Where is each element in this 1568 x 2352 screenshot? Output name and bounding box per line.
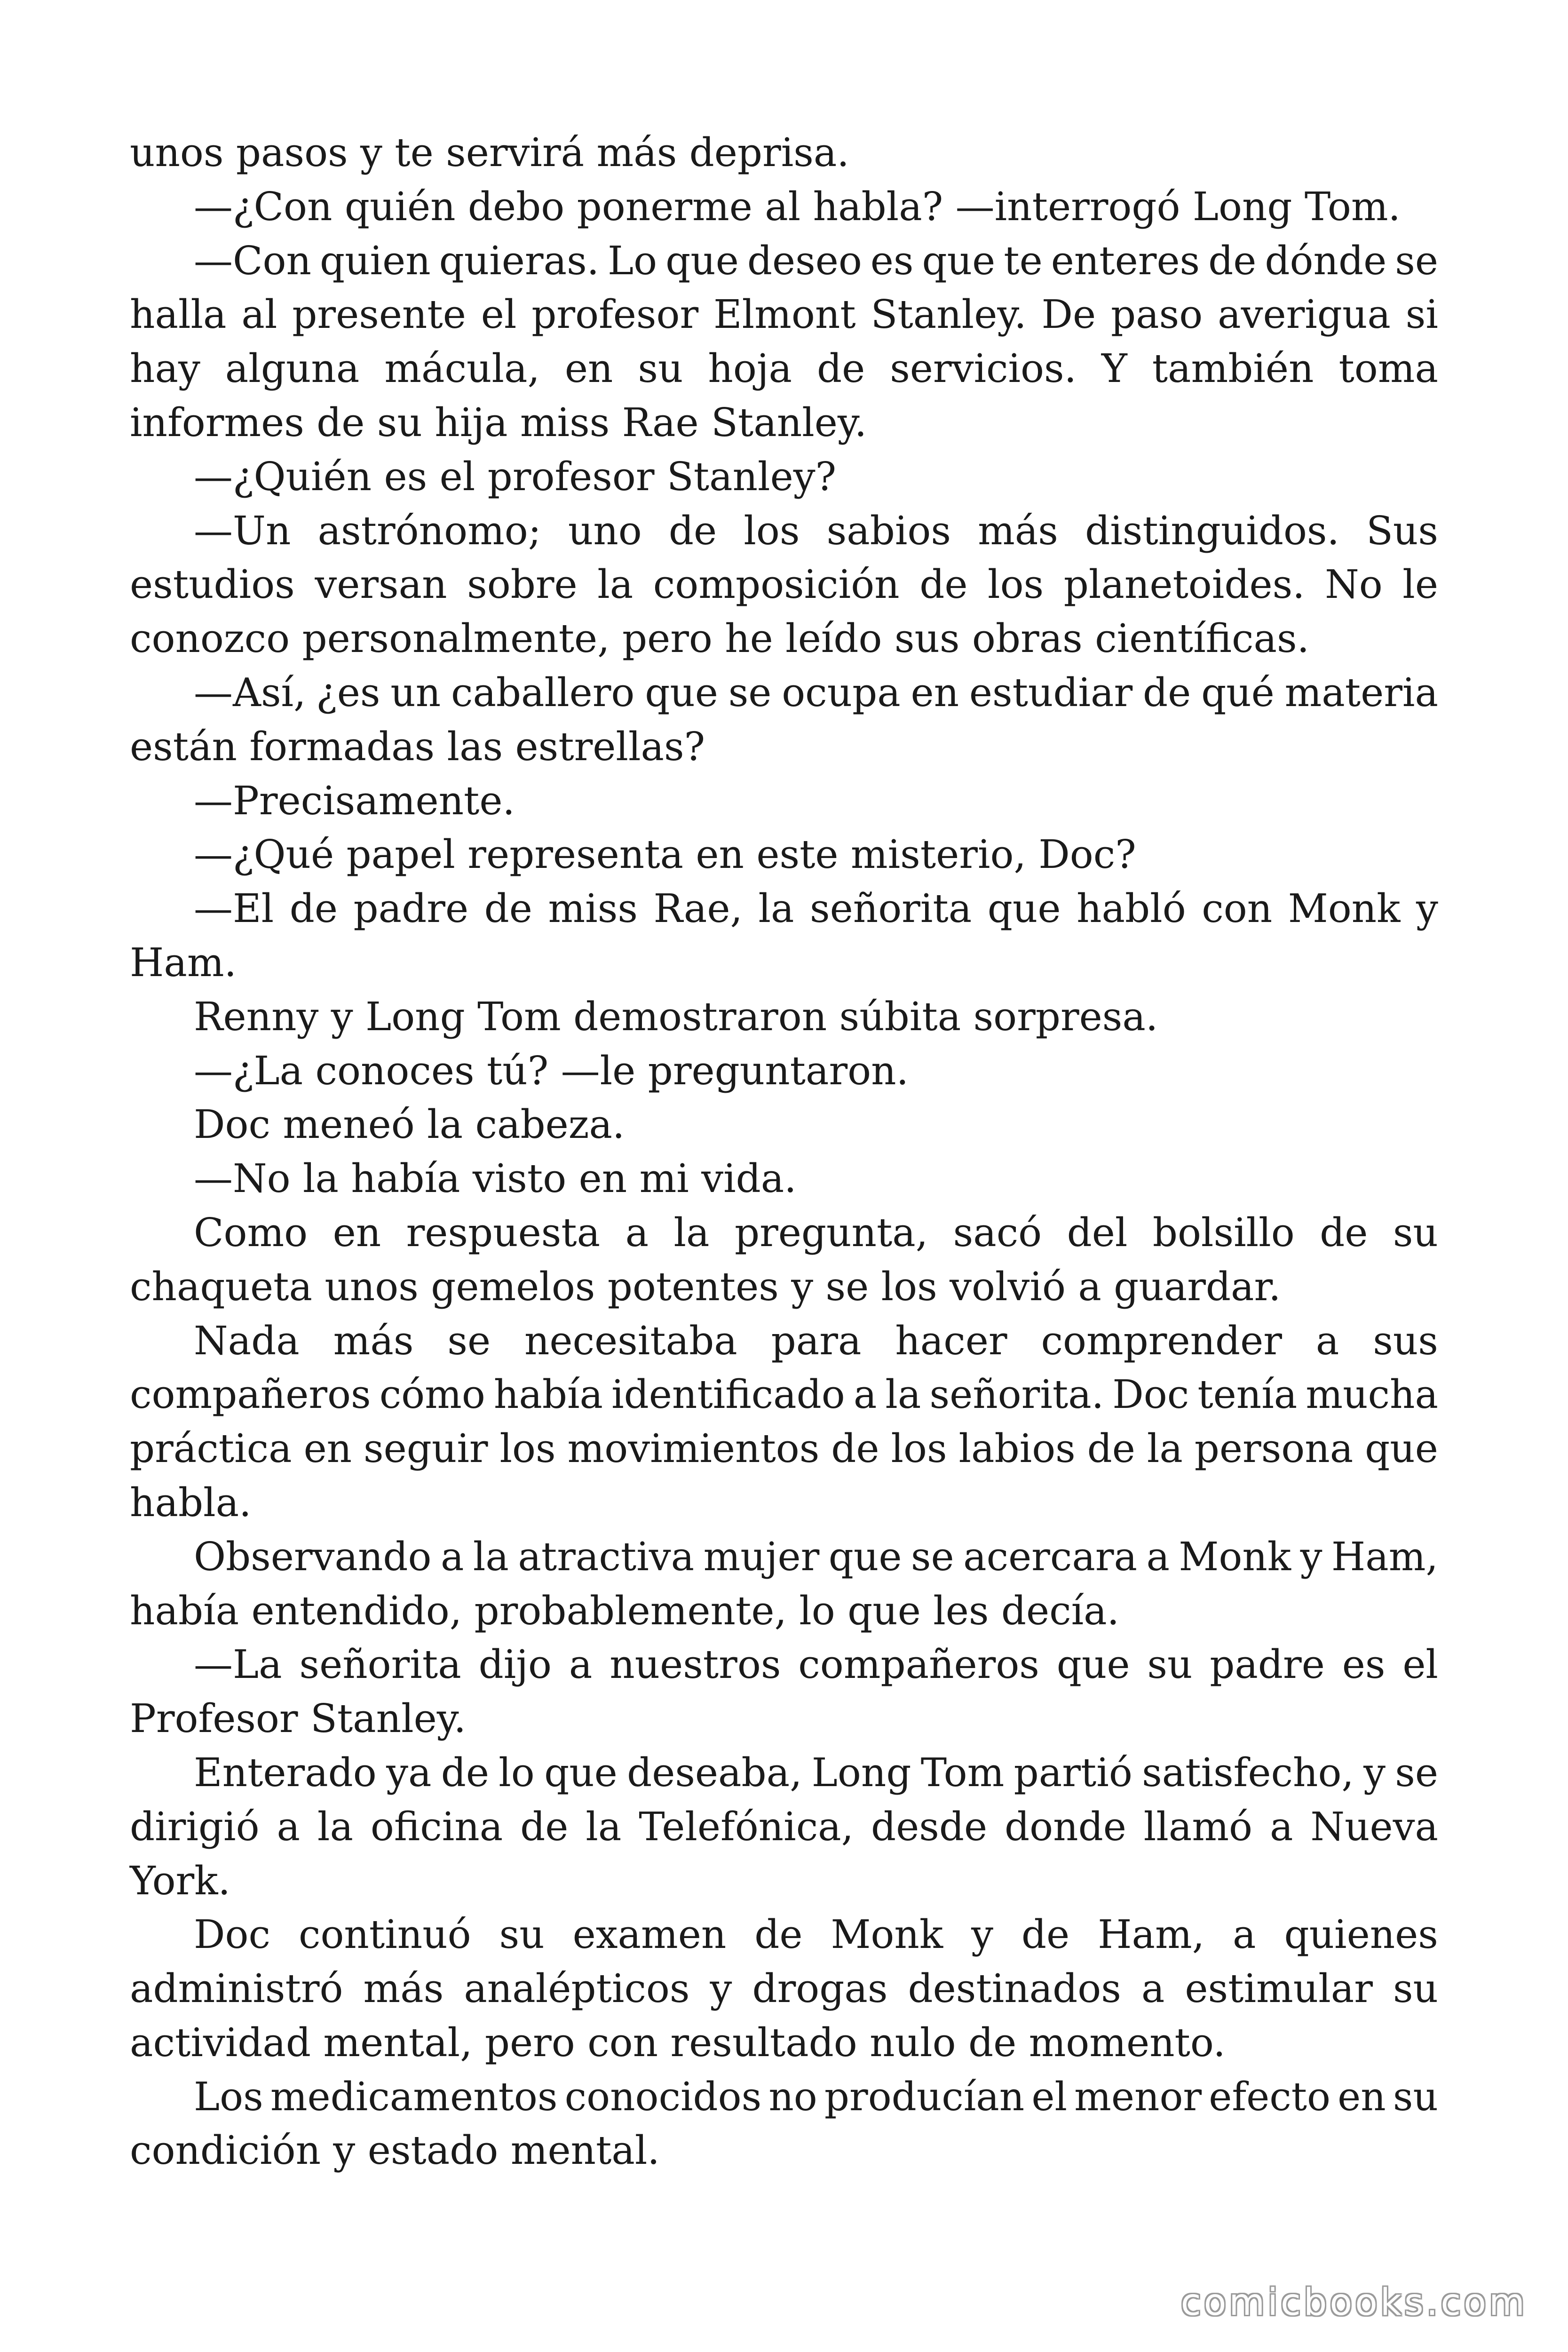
word: menor (1074, 2074, 1202, 2120)
word: de (831, 1426, 879, 1472)
word: de (1208, 238, 1257, 284)
word: pregunta, (734, 1209, 928, 1255)
line-text: —¿Con quién debo ponerme al habla? —interrogó Long Tom. (194, 183, 1401, 230)
text-line (130, 2070, 1438, 2124)
word: Lo (608, 238, 657, 284)
text-line (130, 1530, 1438, 1584)
word: le (1402, 562, 1438, 608)
text-line (130, 2016, 1438, 2070)
word: Ham, (1098, 1912, 1205, 1958)
word: deseaba, (627, 1749, 802, 1796)
text-line (130, 990, 1438, 1044)
word: Monk (831, 1912, 943, 1958)
word: alguna (225, 346, 360, 392)
word: señorita. (929, 1372, 1104, 1418)
text-line (130, 1854, 1438, 1908)
word: a (1315, 1318, 1339, 1364)
line-text: están formadas las estrellas? (130, 723, 705, 770)
word: ¿es (316, 669, 380, 715)
line-text: conozco personalmente, pero he leído sus obras científicas. (130, 616, 1309, 662)
line-text: chaqueta unos gemelos potentes y se los volvió a guardar. (130, 1263, 1281, 1310)
word: Long (811, 1749, 911, 1796)
word: que (987, 886, 1061, 932)
word: deseo (747, 238, 862, 284)
word: estudios (130, 562, 295, 608)
word: más (978, 508, 1058, 554)
line-text: —¿Qué papel representa en este misterio, Doc? (194, 832, 1136, 878)
word: astrónomo; (317, 508, 541, 554)
line-text: había entendido, probablemente, lo que les decía. (130, 1588, 1120, 1634)
word: compañeros (130, 1372, 371, 1418)
word: que (1365, 1426, 1438, 1472)
word: su (1393, 1209, 1438, 1255)
word: de (1087, 1426, 1135, 1472)
line-text: —No la había visto en mi vida. (194, 1156, 797, 1202)
word: y (1300, 1534, 1323, 1580)
word: medicamentos (270, 2074, 558, 2120)
word: sobre (467, 562, 578, 608)
word: drogas (752, 1966, 888, 2012)
word: sus (1373, 1318, 1438, 1364)
text-line (130, 126, 1438, 180)
word: mácula, (384, 346, 540, 392)
text-line (130, 1962, 1438, 2016)
word: el (1402, 1642, 1438, 1688)
word: la (317, 1804, 353, 1850)
word: Enterado (194, 1749, 377, 1796)
word: Sus (1366, 508, 1438, 554)
word: su (1393, 1966, 1438, 2012)
word: lo (499, 1749, 535, 1796)
word: nuestros (610, 1642, 781, 1688)
word: más (363, 1966, 444, 2012)
word: De (1041, 292, 1096, 338)
word: se (1395, 1749, 1438, 1796)
word: servicios. (890, 346, 1077, 392)
word: —El (194, 886, 274, 932)
line-text: —Precisamente. (194, 778, 515, 824)
word: padre (1210, 1642, 1325, 1688)
word: es (870, 238, 914, 284)
word: de (668, 508, 717, 554)
text-line (130, 828, 1438, 882)
word: es (1342, 1642, 1386, 1688)
word: necesitaba (524, 1318, 737, 1364)
word: señorita (810, 886, 972, 932)
word: Monk (1288, 886, 1401, 932)
word: —La (194, 1642, 282, 1688)
word: paso (1111, 292, 1203, 338)
word: donde (1005, 1804, 1126, 1850)
word: la (673, 1209, 710, 1255)
word: sacó (953, 1209, 1042, 1255)
text-line (130, 1584, 1438, 1638)
word: Monk (1179, 1534, 1291, 1580)
word: y (710, 1966, 732, 2012)
word: los (891, 1426, 947, 1472)
text-line (130, 1692, 1438, 1746)
word: su (1147, 1642, 1193, 1688)
text-line (130, 396, 1438, 450)
word: distinguidos. (1085, 508, 1339, 554)
word: su (499, 1912, 545, 1958)
word: los (988, 562, 1044, 608)
text-line (130, 1368, 1438, 1422)
word: Ham, (1331, 1534, 1438, 1580)
word: llamó (1143, 1804, 1253, 1850)
word: en (564, 346, 613, 392)
word: a (1233, 1912, 1256, 1958)
word: de (441, 1749, 489, 1796)
text-line (130, 936, 1438, 990)
text-line (130, 288, 1438, 342)
word: la (758, 886, 794, 932)
word: no (768, 2074, 817, 2120)
word: en (303, 1426, 352, 1472)
word: Doc (194, 1912, 271, 1958)
word: habló (1077, 886, 1186, 932)
word: y (1363, 1749, 1386, 1796)
word: acercara (963, 1534, 1137, 1580)
word: administró (130, 1966, 343, 2012)
word: hoja (708, 346, 792, 392)
word: bolsillo (1152, 1209, 1295, 1255)
text-line (130, 1260, 1438, 1314)
word: Rae, (653, 886, 743, 932)
word: desde (871, 1804, 988, 1850)
text-line (130, 1206, 1438, 1260)
word: caballero (451, 669, 635, 715)
text-line (130, 234, 1438, 288)
word: la (597, 562, 634, 608)
word: presente (292, 292, 466, 338)
word: comprender (1041, 1318, 1282, 1364)
word: práctica (130, 1426, 292, 1472)
word: ocupa (782, 669, 901, 715)
word: la (885, 1372, 921, 1418)
text-line (130, 2124, 1438, 2178)
word: que (1056, 1642, 1130, 1688)
word: persona (1194, 1426, 1354, 1472)
text-line (130, 558, 1438, 612)
word: examen (572, 1912, 727, 1958)
word: partió (1014, 1749, 1132, 1796)
word: Tom (920, 1749, 1005, 1796)
word: su (638, 346, 683, 392)
text-line (130, 1476, 1438, 1530)
word: señorita (299, 1642, 461, 1688)
word: que (665, 238, 739, 284)
watermark: comicbooks.com (1180, 2281, 1528, 2324)
word: te (1004, 238, 1043, 284)
word: Nueva (1310, 1804, 1438, 1850)
word: materia (1284, 669, 1438, 715)
word: de (1021, 1912, 1070, 1958)
word: el (481, 292, 517, 338)
word: enteres (1051, 238, 1200, 284)
word: respuesta (406, 1209, 601, 1255)
word: Como (194, 1209, 308, 1255)
word: No (1325, 562, 1383, 608)
word: de (754, 1912, 803, 1958)
word: y (1416, 886, 1438, 932)
word: la (473, 1534, 509, 1580)
line-text: —¿Quién es el profesor Stanley? (194, 453, 837, 500)
text-line (130, 180, 1438, 234)
word: de (520, 1804, 569, 1850)
word: hacer (895, 1318, 1007, 1364)
text-line (130, 1098, 1438, 1152)
text-line (130, 1152, 1438, 1206)
text-line (130, 774, 1438, 828)
word: un (390, 669, 441, 715)
word: de (1143, 669, 1191, 715)
word: mujer (703, 1534, 820, 1580)
word: padre (353, 886, 469, 932)
word: Telefónica, (639, 1804, 854, 1850)
word: a (625, 1209, 649, 1255)
word: hay (130, 346, 200, 392)
word: la (586, 1804, 622, 1850)
word: los (744, 508, 800, 554)
word: de (816, 346, 865, 392)
word: sabios (826, 508, 951, 554)
text-line (130, 1908, 1438, 1962)
word: averigua (1218, 292, 1391, 338)
word: atractiva (518, 1534, 695, 1580)
word: de (919, 562, 968, 608)
word: al (241, 292, 277, 338)
word: Los (194, 2074, 263, 2120)
text-line (130, 882, 1438, 936)
word: Elmont (713, 292, 856, 338)
word: seguir (364, 1426, 488, 1472)
word: a (853, 1372, 877, 1418)
word: composición (653, 562, 900, 608)
word: halla (130, 292, 227, 338)
line-text: Renny y Long Tom demostraron súbita sorpresa. (194, 993, 1158, 1040)
word: miss (548, 886, 638, 932)
line-text: informes de su hija miss Rae Stanley. (130, 399, 867, 445)
line-text: Profesor Stanley. (130, 1696, 467, 1742)
word: el (1031, 2074, 1068, 2120)
text-line (130, 504, 1438, 558)
text-line (130, 1314, 1438, 1368)
word: los (499, 1426, 556, 1472)
word: a (1269, 1804, 1293, 1850)
word: se (911, 1534, 954, 1580)
line-text: Ham. (130, 939, 237, 985)
word: también (1152, 346, 1314, 392)
word: en (333, 1209, 381, 1255)
word: a (1146, 1534, 1170, 1580)
text-line (130, 342, 1438, 396)
word: conocidos (564, 2074, 762, 2120)
word: se (728, 669, 772, 715)
word: mucha (1306, 1372, 1438, 1418)
word: estudiar (969, 669, 1133, 715)
word: Doc (1112, 1372, 1189, 1418)
word: quieras. (439, 238, 600, 284)
word: su (1393, 2074, 1438, 2120)
word: y (971, 1912, 993, 1958)
word: producían (824, 2074, 1025, 2120)
line-text: York. (130, 1858, 230, 1904)
line-text: —¿La conoces tú? —le preguntaron. (194, 1048, 909, 1094)
word: dónde (1265, 238, 1387, 284)
word: en (1338, 2074, 1386, 2120)
word: se (1395, 238, 1438, 284)
word: —Así, (194, 669, 306, 715)
word: quien (319, 238, 431, 284)
word: identificado (611, 1372, 845, 1418)
word: planetoides. (1063, 562, 1305, 608)
word: dirigió (130, 1804, 260, 1850)
word: uno (568, 508, 642, 554)
text-line (130, 720, 1438, 774)
word: —Un (194, 508, 291, 554)
text-line (130, 612, 1438, 666)
word: Nada (194, 1318, 300, 1364)
word: efecto (1209, 2074, 1331, 2120)
word: a (1141, 1966, 1165, 2012)
word: se (447, 1318, 491, 1364)
line-text: unos pasos y te servirá más deprisa. (130, 130, 849, 175)
word: del (1067, 1209, 1128, 1255)
word: Y (1101, 346, 1127, 392)
word: quienes (1284, 1912, 1438, 1958)
word: continuó (298, 1912, 471, 1958)
word: ya (386, 1749, 432, 1796)
word: cómo (379, 1372, 485, 1418)
word: para (771, 1318, 862, 1364)
word: estimular (1185, 1966, 1373, 2012)
text-line (130, 1800, 1438, 1854)
word: profesor (531, 292, 699, 338)
word: que (922, 238, 996, 284)
text-line (130, 450, 1438, 504)
word: que (645, 669, 718, 715)
word: dijo (478, 1642, 552, 1688)
word: tenía (1197, 1372, 1298, 1418)
word: labios (958, 1426, 1076, 1472)
word: de (289, 886, 338, 932)
word: que (828, 1534, 902, 1580)
word: en (911, 669, 959, 715)
text-line (130, 1422, 1438, 1476)
word: qué (1201, 669, 1275, 715)
line-text: condición y estado mental. (130, 2128, 660, 2174)
word: con (1202, 886, 1273, 932)
word: de (484, 886, 532, 932)
word: movimientos (567, 1426, 820, 1472)
body-text (130, 126, 1438, 2178)
word: compañeros (798, 1642, 1039, 1688)
line-text: habla. (130, 1479, 252, 1526)
word: si (1405, 292, 1438, 338)
text-line (130, 666, 1438, 720)
word: Stanley. (871, 292, 1027, 338)
word: a (440, 1534, 464, 1580)
word: versan (315, 562, 447, 608)
word: analépticos (464, 1966, 690, 2012)
word: a (569, 1642, 593, 1688)
word: destinados (908, 1966, 1121, 2012)
word: —Con (194, 238, 311, 284)
word: toma (1338, 346, 1438, 392)
line-text: actividad mental, pero con resultado nulo de momento. (130, 2019, 1226, 2066)
word: a (277, 1804, 300, 1850)
word: que (544, 1749, 618, 1796)
word: oficina (370, 1804, 503, 1850)
word: Observando (194, 1534, 432, 1580)
word: la (1147, 1426, 1183, 1472)
text-line (130, 1044, 1438, 1098)
word: de (1320, 1209, 1368, 1255)
text-line (130, 1746, 1438, 1800)
word: más (333, 1318, 414, 1364)
word: satisfecho, (1142, 1749, 1354, 1796)
line-text: Doc meneó la cabeza. (194, 1102, 625, 1148)
word: había (493, 1372, 603, 1418)
text-line (130, 1638, 1438, 1692)
